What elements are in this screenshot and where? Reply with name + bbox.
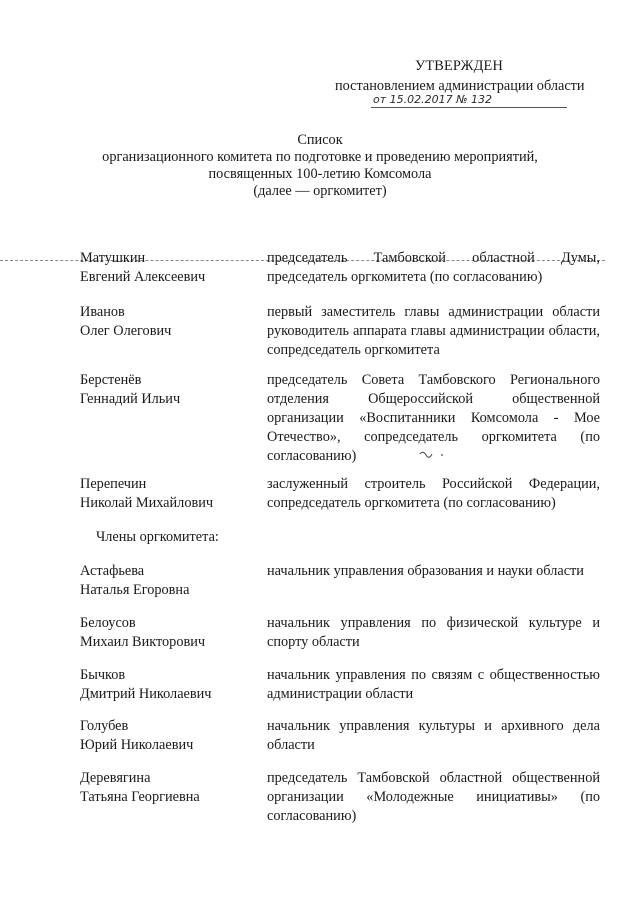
member-name — [80, 614, 255, 652]
member-role: заслуженный строитель Российской Федерации, сопредседатель оргкомитета (по согласованию) — [267, 476, 600, 511]
member-given-name: Юрий Николаевич — [80, 737, 194, 753]
approval-handwritten-date: от 15.02.2017 № 132 — [373, 93, 493, 106]
member-role: председатель Тамбовской областной Думы, председатель оргкомитета (по согласованию) — [267, 250, 600, 285]
member-surname: Голубев — [80, 718, 129, 734]
member-surname: Иванов — [80, 304, 125, 320]
approval-line: постановлением администрации области — [335, 78, 585, 94]
member-surname: Бычков — [80, 667, 126, 683]
member-role: первый заместитель главы администрации области руководитель аппарата главы администрации области, сопредседатель оргкомитета — [267, 304, 600, 358]
member-role: начальник управления культуры и архивного дела области — [267, 718, 600, 753]
document-heading — [0, 132, 640, 200]
member-surname: Матушкин — [80, 250, 146, 266]
member-role: начальник управления по связям с общественностью администрации области — [267, 667, 600, 702]
member-role: начальник управления по физической культуре и спорту области — [267, 615, 600, 650]
approval-title: УТВЕРЖДЕН — [415, 58, 503, 74]
member-surname: Астафьева — [80, 563, 145, 579]
member-surname: Перепечин — [80, 476, 147, 492]
member-name — [80, 475, 255, 513]
member-given-name: Михаил Викторович — [80, 634, 206, 650]
member-name — [80, 769, 255, 807]
heading-line-2: организационного комитета по подготовке и проведению мероприятий, — [102, 149, 538, 165]
member-name — [80, 303, 255, 341]
pen-mark-icon — [418, 446, 448, 460]
member-role: начальник управления образования и науки области — [267, 563, 584, 579]
heading-line-3: посвященных 100-летию Комсомола — [208, 166, 432, 182]
member-role: председатель Тамбовской областной общественной организации «Молодежные инициативы» (по согласованию) — [267, 770, 600, 824]
member-name — [80, 717, 255, 755]
member-name — [80, 371, 255, 409]
member-given-name: Геннадий Ильич — [80, 391, 181, 407]
member-given-name: Дмитрий Николаевич — [80, 686, 212, 702]
member-name — [80, 562, 255, 600]
member-surname: Белоусов — [80, 615, 136, 631]
approval-underline — [371, 107, 567, 108]
member-name — [80, 249, 255, 287]
heading-line-4: (далее — оргкомитет) — [253, 183, 387, 199]
heading-title: Список — [297, 132, 343, 148]
member-given-name: Николай Михайлович — [80, 495, 214, 511]
member-given-name: Татьяна Георгиевна — [80, 789, 200, 805]
member-surname: Берстенёв — [80, 372, 142, 388]
members-section-label: Члены оргкомитета: — [96, 529, 219, 545]
member-name — [80, 666, 255, 704]
member-given-name: Евгений Алексеевич — [80, 269, 206, 285]
member-role: председатель Совета Тамбовского Регионального отделения Общероссийской общественной организации «Воспитанники Комсомола - Мое Отечество», сопредседатель оргкомитета (по согласованию) — [267, 372, 600, 464]
member-given-name: Олег Олегович — [80, 323, 172, 339]
member-surname: Деревягина — [80, 770, 151, 786]
member-given-name: Наталья Егоровна — [80, 582, 190, 598]
